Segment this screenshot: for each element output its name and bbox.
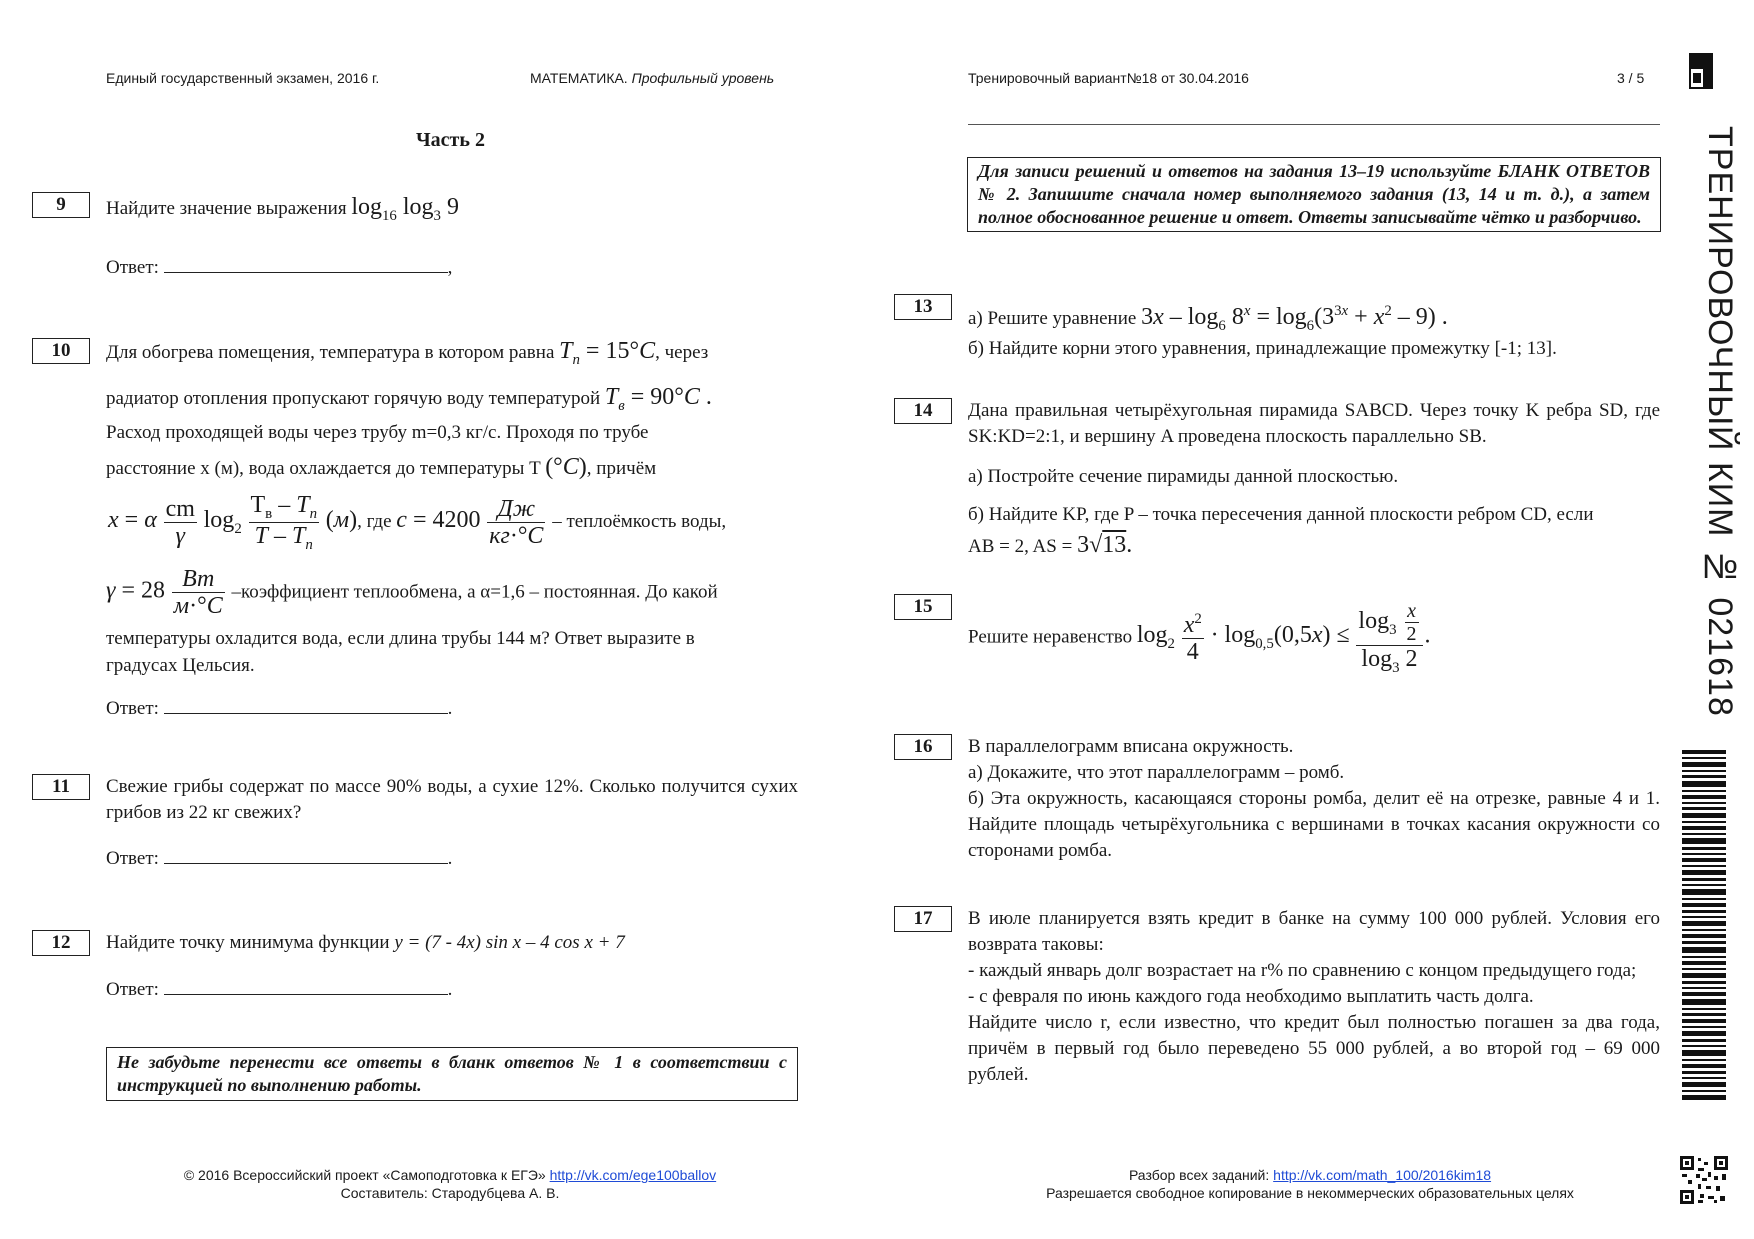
formula-tv: $T_в = 90^\circ C$ . xyxy=(604,384,712,414)
task-12-text xyxy=(106,930,625,956)
task-13-equation: $3x - \log_6 8^x = \log_6(3^{3x} + x^2 - 9)$ . xyxy=(1141,303,1448,334)
task-10-text-4-end: , причём xyxy=(586,458,657,479)
answer-end: . xyxy=(447,848,453,869)
task-15-text: Решите неравенство $\log_2$ $\frac{x^2}{4}$ · $\log_{0,5}(0,5x)$ ≤ $\log_3$ $\frac{x}{2}$ $\log_3 2$ . xyxy=(968,600,1431,676)
note-transfer-answers: Не забудьте перенести все ответы в бланк ответов № 1 в соответствии с инструкцией по выполнению работы. xyxy=(106,1047,798,1101)
task-number-11: 11 xyxy=(32,774,90,800)
task-number-9: 9 xyxy=(32,192,90,218)
task-10-text-4: расстояние x (м), вода охлаждается до температуры T xyxy=(106,458,541,479)
answer-12[interactable] xyxy=(106,976,452,1003)
task-10-text-1-end: , через xyxy=(655,342,709,363)
part-title: Часть 2 xyxy=(416,129,485,151)
task-number-10: 10 xyxy=(32,338,90,364)
task-17-line-3: - с февраля по июнь каждого года необходимо выплатить часть долга. xyxy=(968,986,1534,1007)
answer-line[interactable] xyxy=(164,845,448,864)
footer-left xyxy=(170,1166,730,1202)
task-17-line-2: - каждый январь долг возрастает на r% по сравнению с концом предыдущего года; xyxy=(968,960,1637,981)
task-13-a xyxy=(968,298,1668,339)
answer-10[interactable] xyxy=(106,695,452,722)
barcode-icon xyxy=(1682,750,1726,1100)
answer-end: . xyxy=(447,698,453,719)
task-10-line1 xyxy=(106,338,806,373)
header-exam: Единый государственный экзамен, 2016 г. xyxy=(106,70,380,86)
footer-right xyxy=(1020,1166,1600,1202)
answer-label: Ответ: xyxy=(106,848,159,869)
answer-label: Ответ: xyxy=(106,257,159,278)
footer-link-math100[interactable]: http://vk.com/math_100/2016kim18 xyxy=(1273,1167,1492,1183)
task-9-formula: $\log_{16} \log_3 9$ xyxy=(351,194,459,224)
task-12-prompt: Найдите точку минимума функции xyxy=(106,932,390,953)
answer-end: . xyxy=(447,979,453,1000)
task-9-prompt: Найдите значение выражения xyxy=(106,198,347,219)
answer-9[interactable] xyxy=(106,254,452,281)
frac-bt: $\frac{Вт}{м\cdot^\circ C}$ xyxy=(173,566,223,620)
footer-author: Составитель: Стародубцева А. В. xyxy=(340,1185,560,1201)
task-number-16: 16 xyxy=(894,734,952,760)
task-10-formula-x: x = α $\frac{cm}{\gamma}$ $\log_2$ $\frac{T_в - T_п}{T - T_п}$ (м), где c = 4200 $\frac{Дж}{кг\cdot^\circ C}$ – теплоёмкость воды, xyxy=(108,492,727,553)
task-17-line-4: Найдите число r, если известно, что кредит был полностью погашен за два года, причём в первый год было переведено 55 000 рублей, а во второй год – 69 000 рублей. xyxy=(968,1012,1660,1085)
task-14-a: а) Постройте сечение пирамиды данной плоскостью. xyxy=(968,466,1399,487)
task-number-17: 17 xyxy=(894,906,952,932)
header-variant: Тренировочный вариант№18 от 30.04.2016 xyxy=(968,70,1249,86)
side-title: ТРЕНИРОВОЧНЫЙ КИМ № 021618 xyxy=(1701,126,1739,717)
task-15-prompt: Решите неравенство xyxy=(968,626,1133,648)
corner-marker-icon xyxy=(1689,53,1713,89)
task-14-text: Дана правильная четырёхугольная пирамида SABCD. Через точку K ребра SD, где SK:KD=2:1, и вершину A проведена плоскость параллельно SB. xyxy=(968,400,1660,447)
task-10-formula-gamma: γ = 28 $\frac{Вт}{м\cdot^\circ C}$ –коэффициент теплообмена, а α=1,6 – постоянная. До какой xyxy=(106,566,718,620)
task-number-14: 14 xyxy=(894,398,952,424)
qr-code-icon xyxy=(1680,1156,1728,1204)
task-number-15: 15 xyxy=(894,594,952,620)
frac-dzh: $\frac{Дж}{кг\cdot^\circ C}$ xyxy=(489,495,544,550)
task-17-line-1: В июле планируется взять кредит в банке на сумму 100 000 рублей. Условия его возврата таковы: xyxy=(968,908,1660,955)
header-subject-main: МАТЕМАТИКА. xyxy=(530,70,628,86)
header-divider xyxy=(968,124,1660,125)
footer-review: Разбор всех заданий: xyxy=(1128,1167,1270,1183)
answer-11[interactable] xyxy=(106,845,452,872)
answer-line[interactable] xyxy=(164,695,448,714)
formula-t-unit: (°C) xyxy=(545,454,587,480)
header-subject xyxy=(530,70,774,86)
task-10-line8: градусах Цельсия. xyxy=(106,655,255,676)
task-14-b: б) Найдите KP, где P – точка пересечения данной плоскости ребром CD, если xyxy=(968,504,1594,525)
task-13-b: б) Найдите корни этого уравнения, принадлежащие промежутку [-1; 13]. xyxy=(968,338,1557,359)
answer-label: Ответ: xyxy=(106,979,159,1000)
frac-cm-gamma: $\frac{cm}{\gamma}$ xyxy=(165,495,195,550)
task-10-line7: температуры охладится вода, если длина трубы 144 м? Ответ выразите в xyxy=(106,628,695,649)
footer-license: Разрешается свободное копирование в некоммерческих образовательных целях xyxy=(1046,1185,1574,1201)
answer-label: Ответ: xyxy=(106,698,159,719)
page-number: 3 / 5 xyxy=(1617,70,1645,86)
task-10-where: , где xyxy=(357,511,392,533)
task-14-b2-text: AB = 2, AS = xyxy=(968,536,1073,557)
task-10-text-2: радиатор отопления пропускают горячую воду температурой xyxy=(106,388,601,409)
task-16-line-3: б) Эта окружность, касающаяся стороны ромба, делит её на отрезке, равные 4 и 1. Найдите площадь четырёхугольника с вершинами в точках касания окружности со сторонами ромба. xyxy=(968,788,1660,861)
answer-end: , xyxy=(447,257,453,278)
answer-line[interactable] xyxy=(164,254,448,273)
task-17-text xyxy=(968,906,1660,1088)
task-10-heat-capacity: – теплоёмкость воды, xyxy=(552,511,727,533)
task-12-formula: y = (7 - 4x) sin x – 4 cos x + 7 xyxy=(394,932,625,953)
task-number-13: 13 xyxy=(894,294,952,320)
frac-x2-4: $\frac{x^2}{4}$ xyxy=(1183,610,1202,666)
task-number-12: 12 xyxy=(32,930,90,956)
task-16-text xyxy=(968,734,1660,864)
frac-log-ratio: $\log_3$ $\frac{x}{2}$ $\log_3 2$ xyxy=(1356,600,1422,676)
task-10-line2 xyxy=(106,384,806,419)
formula-tp: $T_п = 15^\circ C$ xyxy=(559,338,656,368)
task-10-line4 xyxy=(106,454,656,482)
footer-project: © 2016 Всероссийский проект «Самоподготовка к ЕГЭ» xyxy=(183,1167,546,1183)
task-10-text-6: –коэффициент теплообмена, а α=1,6 – постоянная. До какой xyxy=(231,581,718,603)
answer-line[interactable] xyxy=(164,976,448,995)
footer-link-ege100ballov[interactable]: http://vk.com/ege100ballov xyxy=(549,1167,717,1183)
header-subject-level: Профильный уровень xyxy=(631,70,775,86)
task-11-text: Свежие грибы содержат по массе 90% воды, а сухие 12%. Сколько получится сухих грибов из 22 кг свежих? xyxy=(106,776,798,823)
task-13-a-text: а) Решите уравнение xyxy=(968,308,1137,329)
task-10-line3: Расход проходящей воды через трубу m=0,3 кг/с. Проходя по трубе xyxy=(106,422,649,443)
task-10-text-1: Для обогрева помещения, температура в котором равна xyxy=(106,342,555,363)
task-16-line-2: а) Докажите, что этот параллелограмм – ромб. xyxy=(968,762,1345,783)
task-14-b2 xyxy=(968,532,1132,560)
frac-temps: $\frac{T_в - T_п}{T - T_п}$ xyxy=(250,492,317,553)
task-16-line-1: В параллелограмм вписана окружность. xyxy=(968,736,1294,757)
note-answer-form-2: Для записи решений и ответов на задания 13–19 используйте БЛАНК ОТВЕТОВ № 2. Запишите сначала номер выполняемого задания (13, 14 и т. д.), а затем полное обоснованное решение и ответ. Ответы записывайте чётко и разборчиво. xyxy=(967,157,1661,232)
task-9-text xyxy=(106,194,459,229)
task-14-sqrt: 3√13. xyxy=(1077,532,1133,558)
